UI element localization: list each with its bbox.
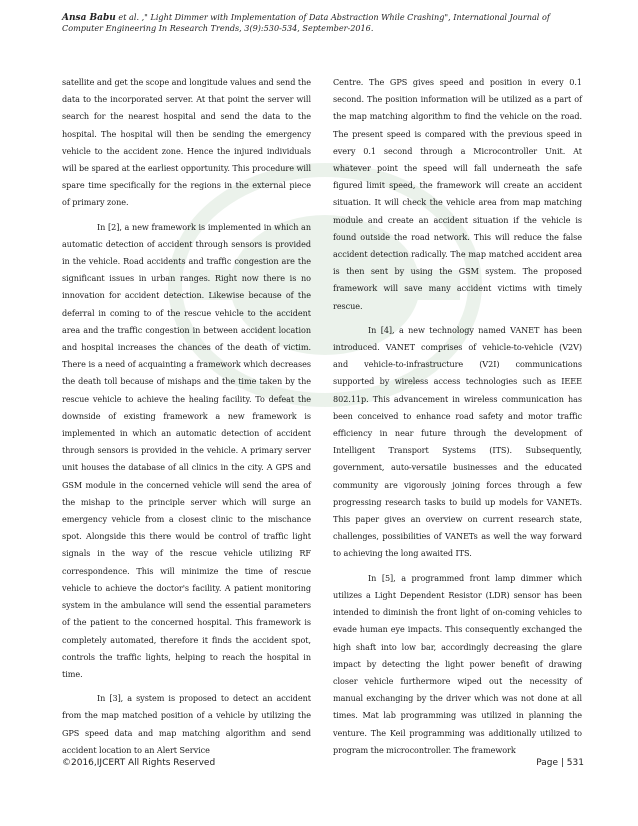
paragraph: In [2], a new framework is implemented in which an automatic detection of accident through sensors is provided in the vehicle. Road accidents and traffic congestion are the significant issues in urban ranges. Right now there is no innovation for accident detection. Likewise because of the deferral in coming to of the rescue vehicle to the accident area and the traffic congestion in between accident location and hospital increases the chances of the death of victim. There is a need of acquainting a framework which decreases the death toll because of mishaps and the time taken by the rescue vehicle to achieve the healing facility. To defeat the downside of existing framework a new framework is implemented in which an automatic detection of accident through sensors is provided in the vehicle. A primary server unit houses the database of all clinics in the city. A GPS and GSM module in the concerned vehicle will send the area of the mishap to the principle server which will surge an emergency vehicle from a closest clinic to the mischance spot. Alongside this there would be control of traffic light signals in the way of the rescue vehicle utilizing RF correspondence. This will minimize the time of rescue vehicle to achieve the doctor's facility. A patient monitoring system in the ambulance will send the essential parameters of the patient to the concerned hospital. This framework is completely automated, therefore it finds the accident spot, controls the traffic lights, helping to reach the hospital in time. xyxy=(62,221,311,679)
paragraph: In [3], a system is proposed to detect an accident from the map matched position of a vehicle by utilizing the GPS speed data and map matching algorithm and send accident location to an Alert Service xyxy=(62,693,311,755)
paragraph: Centre. The GPS gives speed and position in every 0.1 second. The position information will be utilized as a part of the map matching algorithm to find the vehicle on the road. The present speed is compared with the previous speed in every 0.1 second through a Microcontroller Unit. At whatever point the speed will fall underneath the safe figured limit speed, the framework will create an accident situation. It will check the vehicle area from map matching module and create an accident situation if the vehicle is found outside the road network. This will reduce the false accident detection radically. The map matched accident area is then sent by using the GSM system. The proposed framework will save many accident victims with timely rescue. xyxy=(333,77,582,311)
page-footer xyxy=(62,758,584,768)
paragraph: In [4], a new technology named VANET has been introduced. VANET comprises of vehicle-to-vehicle (V2V) and vehicle-to-infrastructure (V2I) communications supported by wireless access technologies such as IEEE 802.11p. This advancement in wireless communication has been conceived to enhance road safety and motor traffic efficiency in near future through the development of Intelligent Transport Systems (ITS). Subsequently, government, auto-versatile businesses and the educated community are vigorously joining forces through a few progressing research tasks to build up models for VANETs. This paper gives an overview on current research state, challenges, possibilities of VANETs as well the way forward to achieving the long awaited ITS. xyxy=(333,324,582,559)
left-column xyxy=(62,74,311,766)
header-citation: et al. ," Light Dimmer with Implementation of Data Abstraction While Crashing", International Journal of Computer Engineering In Research Trends, 3(9):530-534, September-2016. xyxy=(62,12,550,33)
footer-copyright: ©2016,IJCERT All Rights Reserved xyxy=(62,758,216,768)
paragraph: satellite and get the scope and longitude values and send the data to the incorporated server. At that point the server will search for the nearest hospital and send the data to the hospital. The hospital will then be sending the emergency vehicle to the accident zone. Hence the injured individuals will be spared at the earliest opportunity. This procedure will spare time specifically for the regions in the external piece of primary zone. xyxy=(62,77,311,208)
running-header xyxy=(62,12,582,33)
paragraph: In [5], a programmed front lamp dimmer which utilizes a Light Dependent Resistor (LDR) sensor has been intended to diminish the front light of on-coming vehicles to evade human eye impacts. This consequently exchanged the high shaft into low bar, accordingly decreasing the glare impact by detecting the light power benefit of drawing closer vehicle furthermore wiped out the necessity of manual exchanging by the driver which was not done at all times. Mat lab programming was utilized in planning the venture. The Keil programming was additionally utilized to program the microcontroller. The framework xyxy=(333,572,582,755)
header-authors: Ansa Babu xyxy=(62,13,116,23)
right-column xyxy=(333,74,582,766)
page-number: Page | 531 xyxy=(536,758,584,768)
